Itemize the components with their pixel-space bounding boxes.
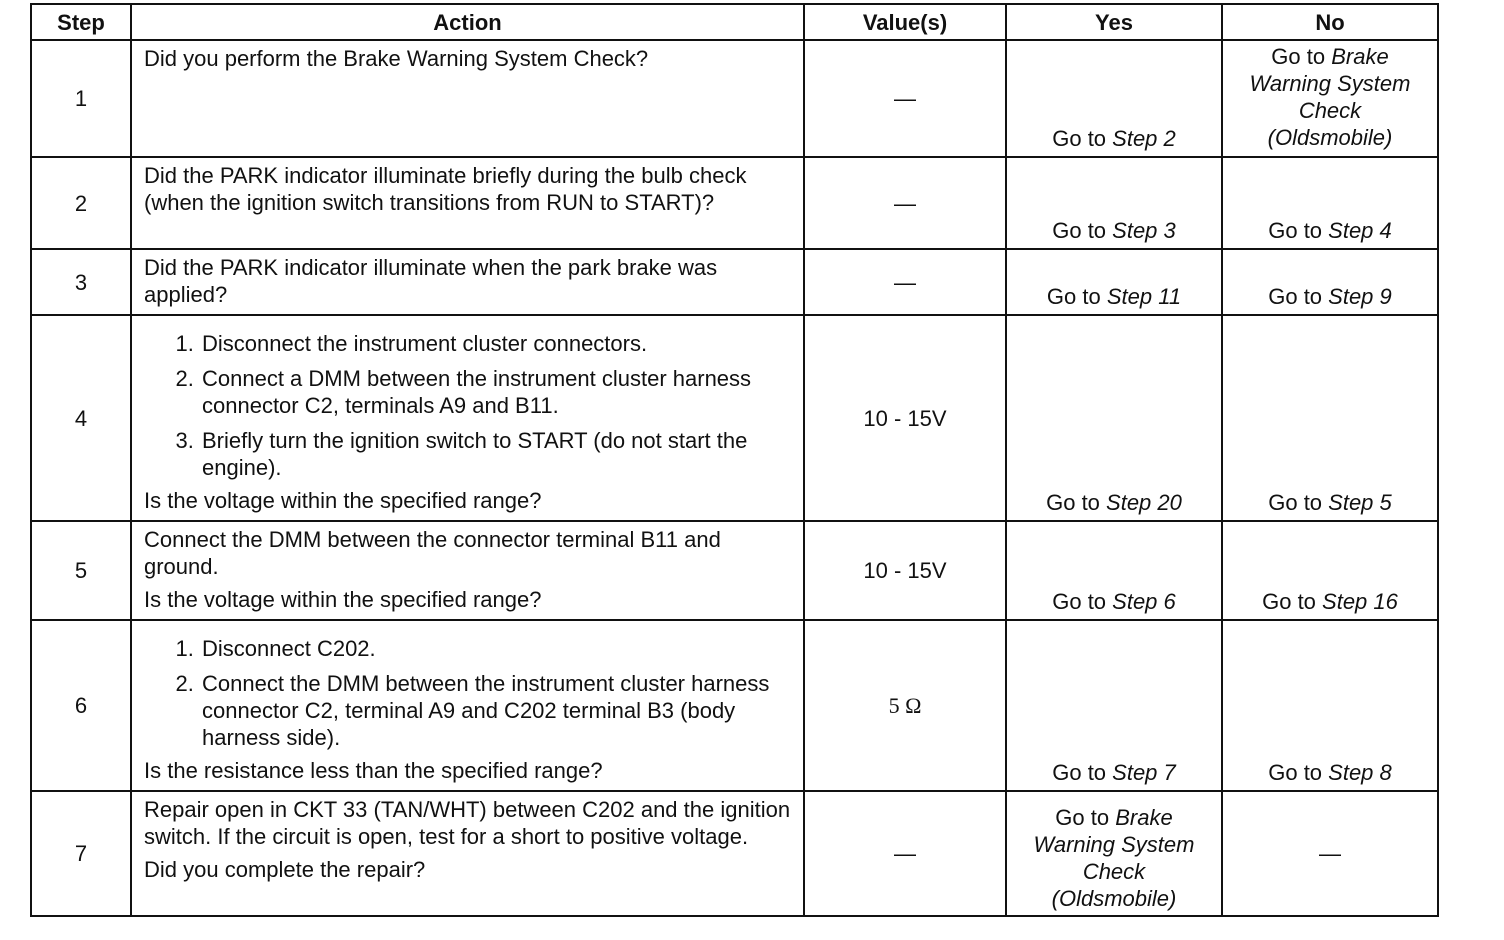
diagnostic-table [30,3,1439,917]
no-cell [1222,249,1438,315]
step-number: 5 [31,521,131,620]
value-cell: 5 Ω [804,620,1006,791]
action-text: Did you perform the Brake Warning System Check? [144,46,649,71]
substep-list [144,330,793,481]
value-cell: 10 - 15V [804,315,1006,521]
yes-prefix: Go to [1052,589,1113,614]
value-cell: — [804,40,1006,157]
table-row [31,521,1438,620]
yes-link[interactable]: Step 3 [1112,218,1176,243]
table-row [31,249,1438,315]
step-number: 4 [31,315,131,521]
action-cell [131,521,804,620]
substep: 3. Briefly turn the ignition switch to START (do not start the engine). [200,427,793,481]
step-number: 1 [31,40,131,157]
no-link[interactable]: Warning System [1249,71,1411,96]
no-link[interactable]: (Oldsmobile) [1267,125,1393,150]
header-action: Action [131,4,804,40]
yes-link[interactable]: Step 7 [1112,760,1176,785]
action-cell [131,791,804,916]
value-cell: — [804,791,1006,916]
value-cell: — [804,157,1006,249]
yes-prefix: Go to [1052,218,1113,243]
header-step: Step [31,4,131,40]
yes-prefix: Go to [1052,760,1113,785]
action-cell [131,315,804,521]
no-prefix: Go to [1268,218,1329,243]
step-number: 3 [31,249,131,315]
header-yes: Yes [1006,4,1222,40]
substep: 1. Disconnect the instrument cluster connectors. [200,330,793,357]
yes-prefix: Go to [1046,490,1107,515]
yes-cell [1006,521,1222,620]
no-cell [1222,521,1438,620]
step-number: 7 [31,791,131,916]
action-question: Is the voltage within the specified range? [144,587,542,612]
substep: 1. Disconnect C202. [200,635,793,662]
no-prefix: Go to [1271,44,1332,69]
yes-link[interactable]: (Oldsmobile) [1051,886,1177,911]
no-link[interactable]: Step 16 [1322,589,1398,614]
yes-cell [1006,40,1222,157]
step-number: 6 [31,620,131,791]
no-cell [1222,157,1438,249]
no-cell [1222,315,1438,521]
action-question: Is the resistance less than the specified range? [144,758,603,783]
action-cell [131,620,804,791]
yes-cell [1006,791,1222,916]
action-question: Is the voltage within the specified range? [144,488,542,513]
action-text: Repair open in CKT 33 (TAN/WHT) between C202 and the ignition switch. If the circuit is open, test for a short to positive voltage. [144,797,791,849]
header-values: Value(s) [804,4,1006,40]
yes-cell [1006,249,1222,315]
action-cell [131,40,804,157]
yes-link[interactable]: Brake [1115,805,1173,830]
action-cell [131,157,804,249]
table-row [31,791,1438,916]
action-text: Did the PARK indicator illuminate when the park brake was applied? [144,255,718,307]
header-row [31,4,1438,40]
no-cell [1222,620,1438,791]
no-link[interactable]: Step 8 [1328,760,1392,785]
no-prefix: Go to [1268,760,1329,785]
action-text: Connect the DMM between the connector terminal B11 and ground. [144,527,721,579]
action-question: Did you complete the repair? [144,857,426,882]
no-link[interactable]: Step 4 [1328,218,1392,243]
yes-link[interactable]: Step 11 [1106,284,1182,309]
table-row [31,620,1438,791]
yes-cell [1006,620,1222,791]
table-row [31,40,1438,157]
value-cell: 10 - 15V [804,521,1006,620]
no-link[interactable]: Brake [1331,44,1389,69]
yes-link[interactable]: Warning System [1033,832,1195,857]
substep: 2. Connect the DMM between the instrument cluster harness connector C2, terminal A9 and C202 terminal B3 (body harness side). [200,670,793,751]
yes-link[interactable]: Step 2 [1112,126,1176,151]
substep-list [144,635,793,751]
no-prefix: Go to [1268,490,1329,515]
value-cell: — [804,249,1006,315]
no-prefix: Go to [1268,284,1329,309]
yes-prefix: Go to [1055,805,1116,830]
action-cell [131,249,804,315]
yes-link[interactable]: Check [1082,859,1146,884]
yes-cell [1006,157,1222,249]
no-prefix: Go to [1262,589,1323,614]
header-no: No [1222,4,1438,40]
no-cell: — [1222,791,1438,916]
yes-prefix: Go to [1046,284,1107,309]
no-link[interactable]: Step 5 [1328,490,1392,515]
step-number: 2 [31,157,131,249]
table-row [31,157,1438,249]
action-text: Did the PARK indicator illuminate briefly during the bulb check (when the ignition switch transitions from RUN to START)? [144,163,747,215]
no-link[interactable]: Check [1298,98,1362,123]
no-link[interactable]: Step 9 [1328,284,1392,309]
table-row [31,315,1438,521]
substep: 2. Connect a DMM between the instrument cluster harness connector C2, terminals A9 and B11. [200,365,793,419]
yes-prefix: Go to [1052,126,1113,151]
yes-link[interactable]: Step 20 [1106,490,1182,515]
yes-cell [1006,315,1222,521]
no-cell [1222,40,1438,157]
yes-link[interactable]: Step 6 [1112,589,1176,614]
